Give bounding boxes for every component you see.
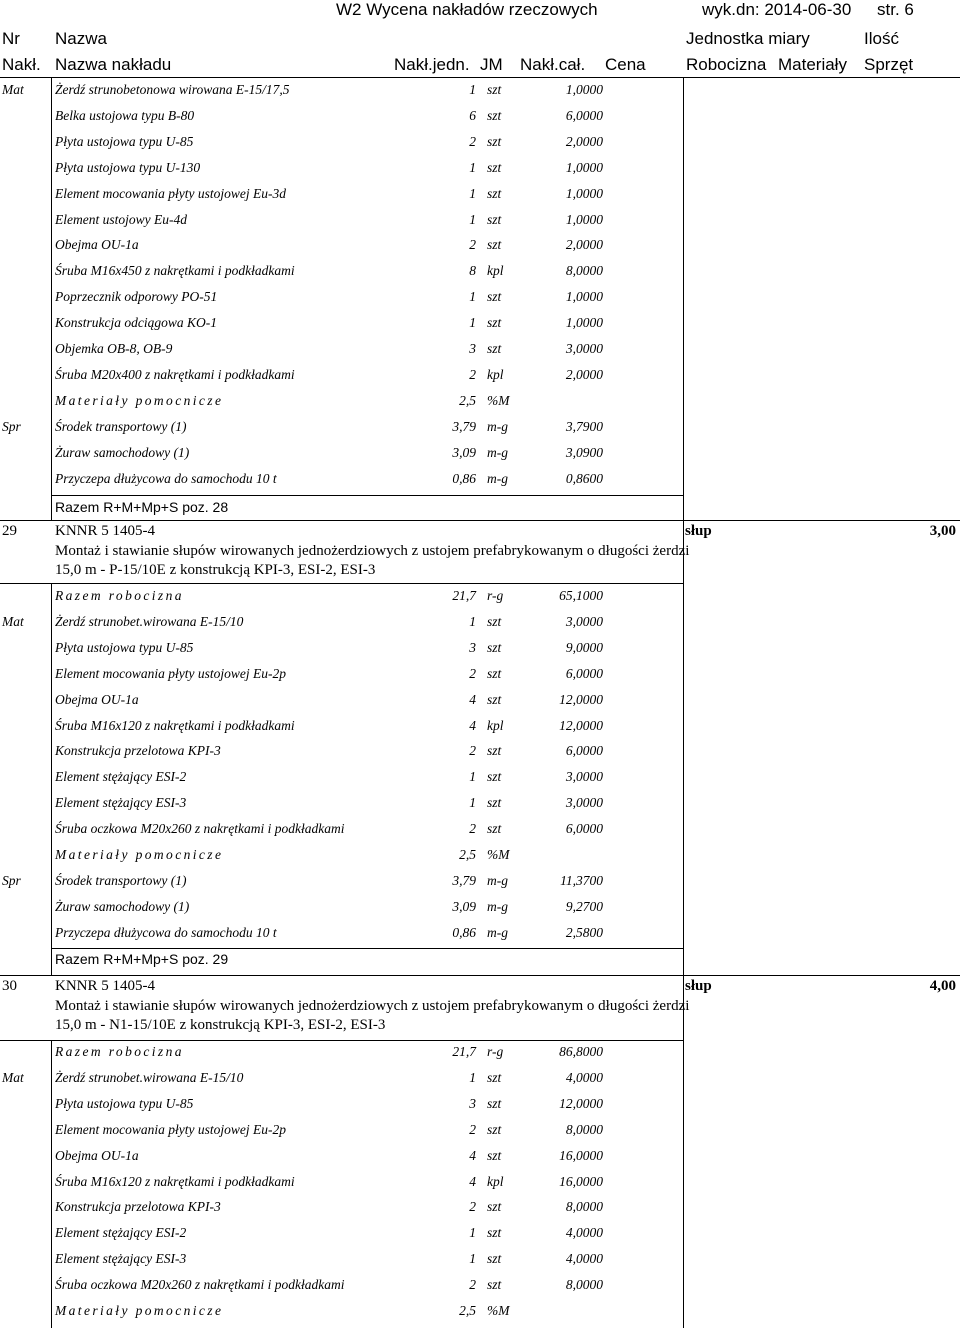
- row-total-quantity: 6,0000: [565, 107, 603, 123]
- row-total-quantity: 12,0000: [559, 1095, 603, 1111]
- row-norm-quantity: 1: [469, 769, 476, 785]
- row-name: Element ustojowy Eu-4d: [55, 211, 187, 227]
- col-materialy: Materiały: [778, 55, 847, 74]
- row-norm-quantity: 2: [469, 366, 476, 382]
- col-nakl-jedn: Nakł.jedn.: [394, 55, 470, 74]
- table-row: [0, 791, 960, 817]
- row-name: Śruba oczkowa M20x260 z nakrętkami i podkładkami: [55, 1277, 345, 1293]
- row-total-quantity: 2,0000: [565, 366, 603, 382]
- row-unit: kpl: [487, 717, 504, 733]
- row-unit: szt: [487, 1199, 502, 1215]
- row-unit: %M: [487, 392, 510, 408]
- row-unit: szt: [487, 743, 502, 759]
- row-unit: szt: [487, 613, 502, 629]
- row-total-quantity: 4,0000: [565, 1225, 603, 1241]
- pos29-unit: słup: [685, 523, 712, 539]
- row-total-quantity: 4,0000: [565, 1251, 603, 1267]
- row-total-quantity: 3,0000: [565, 341, 603, 356]
- row-unit: m-g: [487, 444, 508, 460]
- row-total-quantity: 8,0000: [565, 1121, 603, 1137]
- row-total-quantity: 3,0000: [565, 613, 603, 629]
- row-total-quantity: 8,0000: [565, 1199, 603, 1215]
- row-name: Belka ustojowa typu B-80: [55, 107, 195, 123]
- row-name: Element stężający ESI-2: [55, 1225, 187, 1241]
- col-jednostka-miary: Jednostka miary: [686, 29, 810, 48]
- row-norm-quantity: 1: [469, 159, 476, 175]
- row-unit: szt: [487, 769, 502, 785]
- row-name: Konstrukcja odciągowa KO-1: [55, 315, 217, 331]
- row-unit: szt: [487, 1095, 502, 1111]
- row-total-quantity: 1,0000: [565, 211, 603, 227]
- row-unit: m-g: [487, 418, 508, 434]
- row-name: Płyta ustojowa typu U-130: [55, 159, 201, 175]
- row-unit: m-g: [487, 924, 508, 940]
- row-norm-quantity: 8: [469, 263, 476, 279]
- row-name: Żerdź strunobet.wirowana E-15/10: [55, 1069, 244, 1085]
- row-unit: szt: [487, 237, 502, 253]
- table-row: [0, 610, 960, 636]
- row-norm-quantity: 2,5: [459, 1303, 476, 1318]
- row-unit: m-g: [487, 872, 508, 888]
- col-nakl-cal: Nakł.cał.: [520, 55, 586, 74]
- pos30-unit: słup: [685, 978, 712, 994]
- row-total-quantity: 2,0000: [565, 133, 603, 149]
- row-name: Żuraw samochodowy (1): [55, 898, 190, 914]
- pos30-description: Montaż i stawianie słupów wirowanych jednożerdziowych z ustojem prefabrykowanym o długości żerdzi 15,0 m - N1-15/10E z konstrukcją KPI-3, ESI-2, ESI-3: [55, 998, 690, 1033]
- col-ilosc: Ilość: [864, 29, 899, 48]
- table-row: [0, 714, 960, 740]
- table-row: [0, 1118, 960, 1144]
- row-unit: szt: [487, 1277, 502, 1293]
- row-name: Razem robocizna: [55, 588, 184, 603]
- row-total-quantity: 1,0000: [565, 289, 603, 305]
- row-norm-quantity: 2: [469, 665, 476, 681]
- row-norm-quantity: 1: [469, 185, 476, 201]
- row-norm-quantity: 2: [469, 237, 476, 253]
- table-row: [0, 1247, 960, 1273]
- row-unit: szt: [487, 1225, 502, 1241]
- row-norm-quantity: 1: [469, 211, 476, 227]
- table-row: [0, 337, 960, 363]
- row-norm-quantity: 1: [469, 82, 476, 97]
- table-row: [0, 739, 960, 765]
- table-row: [0, 688, 960, 714]
- table-row: [0, 895, 960, 921]
- col-nazwa: Nazwa: [55, 29, 107, 48]
- row-kind: Mat: [2, 82, 24, 97]
- row-name: Przyczepa dłużycowa do samochodu 10 t: [55, 924, 277, 940]
- table-row: [0, 636, 960, 662]
- row-name: Obejma OU-1a: [55, 1147, 139, 1163]
- row-name: Materiały pomocnicze: [55, 847, 224, 862]
- row-unit: szt: [487, 211, 502, 227]
- table-row: [0, 662, 960, 688]
- table-row: [0, 208, 960, 234]
- row-total-quantity: 8,0000: [565, 1277, 603, 1293]
- row-norm-quantity: 4: [469, 717, 476, 733]
- row-norm-quantity: 2: [469, 1199, 476, 1215]
- pos29-number: 29: [2, 523, 17, 539]
- row-total-quantity: 12,0000: [559, 691, 603, 707]
- table-row: [0, 78, 960, 104]
- row-name: Objemka OB-8, OB-9: [55, 341, 173, 356]
- pos30-code: KNNR 5 1405-4: [55, 978, 155, 994]
- table-row: [0, 363, 960, 389]
- row-kind: Spr: [2, 418, 21, 434]
- row-total-quantity: 3,7900: [565, 418, 603, 434]
- pos30-quantity: 4,00: [929, 978, 956, 994]
- row-name: Materiały pomocnicze: [55, 392, 224, 408]
- row-name: Element stężający ESI-2: [55, 769, 187, 785]
- row-norm-quantity: 6: [469, 107, 476, 123]
- row-kind: Mat: [2, 1069, 24, 1085]
- row-total-quantity: 0,8600: [565, 470, 603, 486]
- row-unit: kpl: [487, 263, 504, 279]
- row-unit: szt: [487, 795, 502, 811]
- row-norm-quantity: 3,09: [452, 898, 476, 914]
- pos29-bottom-line: [0, 975, 960, 976]
- row-total-quantity: 8,0000: [565, 263, 603, 279]
- table-row: [0, 1066, 960, 1092]
- row-name: Śruba M16x120 z nakrętkami i podkładkami: [55, 717, 295, 733]
- row-total-quantity: 11,3700: [560, 872, 603, 888]
- pos30-number: 30: [2, 978, 17, 994]
- row-name: Żerdź strunobet.wirowana E-15/10: [55, 613, 244, 629]
- pos29-code: KNNR 5 1405-4: [55, 523, 155, 539]
- row-name: Konstrukcja przelotowa KPI-3: [55, 743, 221, 759]
- row-name: Śruba M20x400 z nakrętkami i podkładkami: [55, 366, 295, 382]
- table-row: [0, 843, 960, 869]
- row-norm-quantity: 1: [469, 289, 476, 305]
- table-row: [0, 415, 960, 441]
- table-row: [0, 1170, 960, 1196]
- row-name: Przyczepa dłużycowa do samochodu 10 t: [55, 470, 277, 486]
- table-row: [0, 1195, 960, 1221]
- row-norm-quantity: 1: [469, 1069, 476, 1085]
- row-kind: Spr: [2, 872, 21, 888]
- table-row: [0, 921, 960, 947]
- row-norm-quantity: 4: [469, 1147, 476, 1163]
- row-total-quantity: 16,0000: [559, 1147, 603, 1163]
- block1-summary: Razem R+M+Mp+S poz. 28: [55, 499, 229, 515]
- row-name: Śruba oczkowa M20x260 z nakrętkami i podkładkami: [55, 821, 345, 837]
- row-total-quantity: 3,0900: [565, 444, 603, 460]
- row-total-quantity: 9,0000: [565, 639, 603, 655]
- row-total-quantity: 6,0000: [565, 665, 603, 681]
- pos29-summary: Razem R+M+Mp+S poz. 29: [55, 951, 229, 967]
- row-name: Środek transportowy (1): [55, 872, 187, 888]
- row-unit: kpl: [487, 1173, 504, 1189]
- row-name: Żerdź strunobetonowa wirowana E-15/17,5: [55, 82, 290, 97]
- row-name: Żuraw samochodowy (1): [55, 444, 190, 460]
- row-unit: szt: [487, 665, 502, 681]
- row-unit: szt: [487, 1069, 502, 1085]
- row-unit: szt: [487, 159, 502, 175]
- row-name: Element stężający ESI-3: [55, 1251, 187, 1267]
- table-row: [0, 104, 960, 130]
- row-unit: szt: [487, 107, 502, 123]
- table-row: [0, 130, 960, 156]
- row-name: Element mocowania płyty ustojowej Eu-2p: [55, 665, 286, 681]
- row-unit: szt: [487, 341, 502, 356]
- row-norm-quantity: 3,79: [452, 872, 476, 888]
- row-unit: r-g: [487, 588, 504, 603]
- col-nr: Nr: [2, 29, 20, 48]
- row-unit: szt: [487, 1147, 502, 1163]
- table-row: [0, 311, 960, 337]
- row-name: Środek transportowy (1): [55, 418, 187, 434]
- row-total-quantity: 65,1000: [559, 588, 603, 603]
- row-norm-quantity: 1: [469, 613, 476, 629]
- row-unit: m-g: [487, 898, 508, 914]
- row-total-quantity: 2,0000: [565, 237, 603, 253]
- row-norm-quantity: 3: [469, 1095, 476, 1111]
- row-name: Obejma OU-1a: [55, 691, 139, 707]
- table-row: [0, 259, 960, 285]
- table-row: [0, 584, 960, 610]
- row-unit: szt: [487, 133, 502, 149]
- table-row: [0, 1299, 960, 1325]
- col-nazwa-nakladu: Nazwa nakładu: [55, 55, 172, 74]
- table-row: [0, 441, 960, 467]
- row-total-quantity: 16,0000: [559, 1173, 603, 1189]
- row-unit: szt: [487, 1251, 502, 1267]
- row-norm-quantity: 3,79: [452, 418, 476, 434]
- row-norm-quantity: 2,5: [459, 847, 476, 862]
- col-sprzet: Sprzęt: [864, 55, 914, 74]
- row-unit: szt: [487, 691, 502, 707]
- row-norm-quantity: 4: [469, 691, 476, 707]
- row-name: Śruba M16x450 z nakrętkami i podkładkami: [55, 263, 295, 279]
- row-norm-quantity: 4: [469, 1173, 476, 1189]
- table-row: [0, 1144, 960, 1170]
- row-name: Materiały pomocnicze: [55, 1303, 224, 1318]
- row-total-quantity: 12,0000: [559, 717, 603, 733]
- row-norm-quantity: 1: [469, 1251, 476, 1267]
- col-cena: Cena: [605, 55, 646, 74]
- pos29-summary-top-line: [51, 948, 683, 949]
- row-name: Płyta ustojowa typu U-85: [55, 1095, 194, 1111]
- row-name: Płyta ustojowa typu U-85: [55, 639, 194, 655]
- row-norm-quantity: 3: [469, 341, 476, 356]
- table-row: [0, 182, 960, 208]
- row-norm-quantity: 1: [469, 315, 476, 331]
- row-norm-quantity: 2,5: [459, 392, 476, 408]
- row-norm-quantity: 0,86: [452, 470, 476, 486]
- row-name: Razem robocizna: [55, 1044, 184, 1059]
- row-unit: szt: [487, 315, 502, 331]
- row-name: Konstrukcja przelotowa KPI-3: [55, 1199, 221, 1215]
- row-unit: szt: [487, 639, 502, 655]
- row-unit: kpl: [487, 366, 504, 382]
- row-name: Śruba M16x120 z nakrętkami i podkładkami: [55, 1173, 295, 1189]
- table-row: [0, 817, 960, 843]
- row-total-quantity: 3,0000: [565, 769, 603, 785]
- row-total-quantity: 86,8000: [559, 1044, 603, 1059]
- row-name: Element mocowania płyty ustojowej Eu-3d: [55, 185, 286, 201]
- row-norm-quantity: 2: [469, 133, 476, 149]
- row-total-quantity: 2,5800: [565, 924, 603, 940]
- row-total-quantity: 3,0000: [565, 795, 603, 811]
- block1-summary-top-line: [51, 495, 683, 496]
- row-unit: m-g: [487, 470, 508, 486]
- row-unit: %M: [487, 1303, 510, 1318]
- row-unit: r-g: [487, 1044, 504, 1059]
- row-name: Element mocowania płyty ustojowej Eu-2p: [55, 1121, 286, 1137]
- row-norm-quantity: 2: [469, 1277, 476, 1293]
- row-norm-quantity: 1: [469, 1225, 476, 1241]
- table-row: [0, 233, 960, 259]
- report-title: W2 Wycena nakładów rzeczowych: [336, 0, 598, 19]
- table-row: [0, 1092, 960, 1118]
- row-total-quantity: 1,0000: [565, 82, 603, 97]
- row-total-quantity: 1,0000: [565, 159, 603, 175]
- table-row: [0, 467, 960, 493]
- row-unit: szt: [487, 821, 502, 837]
- pos29-description: Montaż i stawianie słupów wirowanych jednożerdziowych z ustojem prefabrykowanym o długości żerdzi 15,0 m - P-15/10E z konstrukcją KPI-3, ESI-2, ESI-3: [55, 543, 690, 578]
- row-norm-quantity: 0,86: [452, 924, 476, 940]
- row-name: Element stężający ESI-3: [55, 795, 187, 811]
- col-jm: JM: [480, 55, 503, 74]
- table-row: [0, 869, 960, 895]
- row-norm-quantity: 21,7: [452, 588, 476, 603]
- row-norm-quantity: 3: [469, 639, 476, 655]
- row-norm-quantity: 1: [469, 795, 476, 811]
- table-row: [0, 389, 960, 415]
- row-norm-quantity: 2: [469, 821, 476, 837]
- report-date: wyk.dn: 2014-06-30: [702, 0, 852, 19]
- row-norm-quantity: 2: [469, 1121, 476, 1137]
- page-number: str. 6: [877, 0, 914, 19]
- table-row: [0, 156, 960, 182]
- row-total-quantity: 9,2700: [565, 898, 603, 914]
- table-row: [0, 765, 960, 791]
- row-unit: %M: [487, 847, 510, 862]
- col-nakl: Nakł.: [2, 55, 41, 74]
- row-name: Obejma OU-1a: [55, 237, 139, 253]
- row-norm-quantity: 2: [469, 743, 476, 759]
- row-total-quantity: 1,0000: [565, 185, 603, 201]
- row-norm-quantity: 21,7: [452, 1044, 476, 1059]
- row-unit: szt: [487, 1121, 502, 1137]
- pos29-quantity: 3,00: [929, 523, 956, 539]
- table-row: [0, 285, 960, 311]
- row-total-quantity: 6,0000: [565, 743, 603, 759]
- row-unit: szt: [487, 185, 502, 201]
- row-kind: Mat: [2, 613, 24, 629]
- row-total-quantity: 6,0000: [565, 821, 603, 837]
- table-row: [0, 1273, 960, 1299]
- table-row: [0, 1221, 960, 1247]
- row-total-quantity: 4,0000: [565, 1069, 603, 1085]
- row-name: Poprzecznik odporowy PO-51: [55, 289, 218, 305]
- col-robocizna: Robocizna: [686, 55, 767, 74]
- row-norm-quantity: 3,09: [452, 444, 476, 460]
- table-row: [0, 1040, 960, 1066]
- block1-bottom-line: [0, 520, 960, 521]
- row-unit: szt: [487, 289, 502, 305]
- row-unit: szt: [487, 82, 502, 97]
- row-name: Płyta ustojowa typu U-85: [55, 133, 194, 149]
- row-total-quantity: 1,0000: [565, 315, 603, 331]
